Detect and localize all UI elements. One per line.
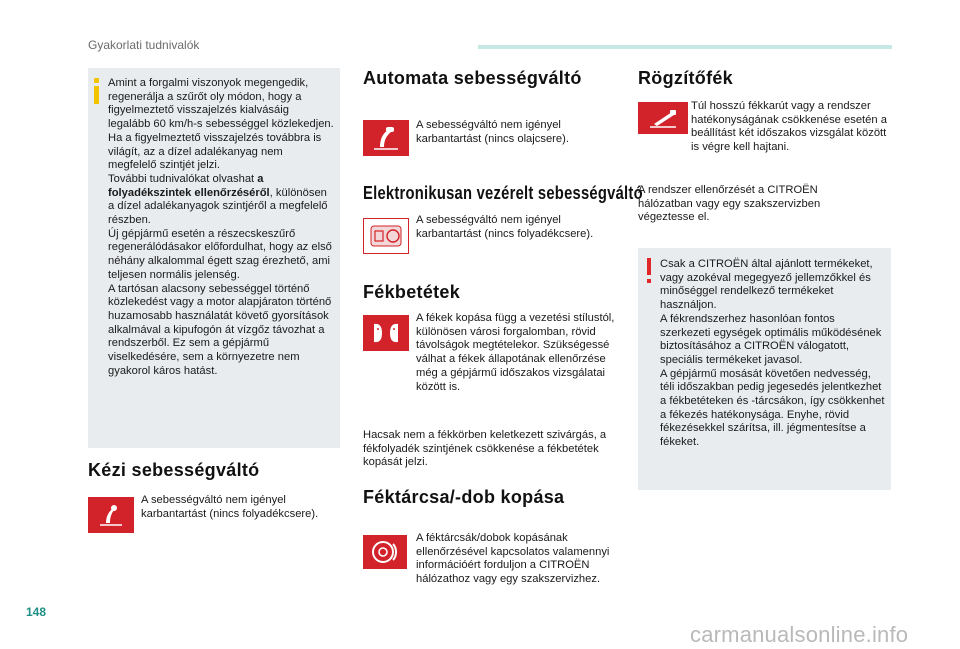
warning-paragraph: A fékrendszerhez hasonlóan fontos szerkezeti egységek optimális működésének biztosításához a CITROËN válogatott, speciális termékeket javasol. xyxy=(660,312,882,366)
brake-discs-text: A féktárcsák/dobok kopásának ellenőrzésével kapcsolatos valamennyi információért forduljon a CITROËN hálózathoz vagy egy szakszervizhez. xyxy=(416,532,610,586)
section-title-automatic-gearbox: Automata sebességváltó xyxy=(363,68,582,88)
info-box-text xyxy=(108,77,334,378)
gear-selector-icon xyxy=(363,218,409,254)
page-header-title: Gyakorlati tudnivalók xyxy=(88,38,200,52)
page-number: 148 xyxy=(26,605,47,619)
section-title-brake-pads: Fékbetétek xyxy=(363,282,461,302)
info-bold-link-text: a folyadékszintek ellenőrzéséről xyxy=(108,172,270,199)
brake-disc-icon xyxy=(363,535,407,569)
info-paragraph: Új gépjármű esetén a részecskeszűrő regenerálódásakor előfordulhat, hogy az első néhány alkalommal égett szag érezhető, ami teljesen normális jelenség. xyxy=(108,227,332,281)
brake-pads-note: Hacsak nem a fékkörben keletkezett szivárgás, a fékfolyadék szintjének csökkenése a fékbetétek kopását jelzi. xyxy=(363,429,607,469)
section-title-electronic-gearbox: Elektronikusan vezérelt sebességváltó xyxy=(363,183,643,203)
info-paragraph: A tartósan alacsony sebességgel történő közlekedést vagy a motor alapjáraton történő huzamosabb használatát követő gyorsítások alkalmával a kipufogón át vízgőz távozhat a rendszerből. Ez sem a gépjármű viselkedésére, sem a környezetre nem gyakorol káros hatást. xyxy=(108,282,332,377)
electronic-gearbox-text: A sebességváltó nem igényel karbantartást (nincs folyadékcsere). xyxy=(416,214,594,240)
automatic-lever-icon xyxy=(363,120,409,156)
handbrake-icon xyxy=(638,102,688,134)
info-paragraph: További tudnivalókat olvashat a folyadékszintek ellenőrzéséről, különösen a dízel adalékanyagok szintjéről a megfelelő részben. xyxy=(108,172,328,227)
warning-paragraph: A gépjármű mosását követően nedvesség, téli időszakban pedig jegesedés jelentkezhet a fékbetéteken és -tárcsákon, így csökkenhet a fékezés hatékonysága. Enyhe, rövid fékezésekkel szárítsa, ill. jégmentesítse a fékeket. xyxy=(660,367,885,449)
info-icon xyxy=(93,78,99,104)
brake-pads-icon xyxy=(363,315,409,351)
parking-brake-note: A rendszer ellenőrzését a CITROËN hálózatban vagy egy szakszervizben végeztesse el. xyxy=(638,184,821,224)
manual-gearbox-text: A sebességváltó nem igényel karbantartást (nincs folyadékcsere). xyxy=(141,494,319,520)
gear-lever-icon xyxy=(88,497,134,533)
automatic-gearbox-text: A sebességváltó nem igényel karbantartást (nincs olajcsere). xyxy=(416,119,569,145)
section-title-manual-gearbox: Kézi sebességváltó xyxy=(88,460,260,480)
header-accent-bar xyxy=(478,45,892,49)
section-title-parking-brake: Rögzítőfék xyxy=(638,68,733,88)
section-title-brake-discs: Féktárcsa/-dob kopása xyxy=(363,487,565,507)
watermark: carmanualsonline.info xyxy=(690,622,909,647)
warning-paragraph: Csak a CITROËN által ajánlott termékeket, vagy azokéval megegyező jellemzőkkel és minőséggel rendelkező termékeket használjon. xyxy=(660,258,873,312)
warning-icon xyxy=(644,258,654,286)
info-paragraph: Amint a forgalmi viszonyok megengedik, regenerálja a szűrőt oly módon, hogy a figyelmeztető visszajelzés kialvásáig legalább 60 km/h-s sebességgel közlekedjen. xyxy=(108,77,334,131)
brake-pads-text: A fékek kopása függ a vezetési stílustól, különösen városi forgalomban, rövid távolságok megtételekor. Szükségessé válhat a fékek állapotának ellenőrzése még a gépjármű időszakos vizsgálatai között is. xyxy=(416,312,615,393)
warning-box-text xyxy=(660,258,888,450)
parking-brake-text: Túl hosszú fékkarút vagy a rendszer hatékonyságának csökkenése esetén a beállítást két időszakos vizsgálat között is végre kell hajtani. xyxy=(691,100,887,154)
info-paragraph: Ha a figyelmeztető visszajelzés továbbra is világít, az a dízel adalékanyag nem megfelelő szintjét jelzi. xyxy=(108,131,322,172)
